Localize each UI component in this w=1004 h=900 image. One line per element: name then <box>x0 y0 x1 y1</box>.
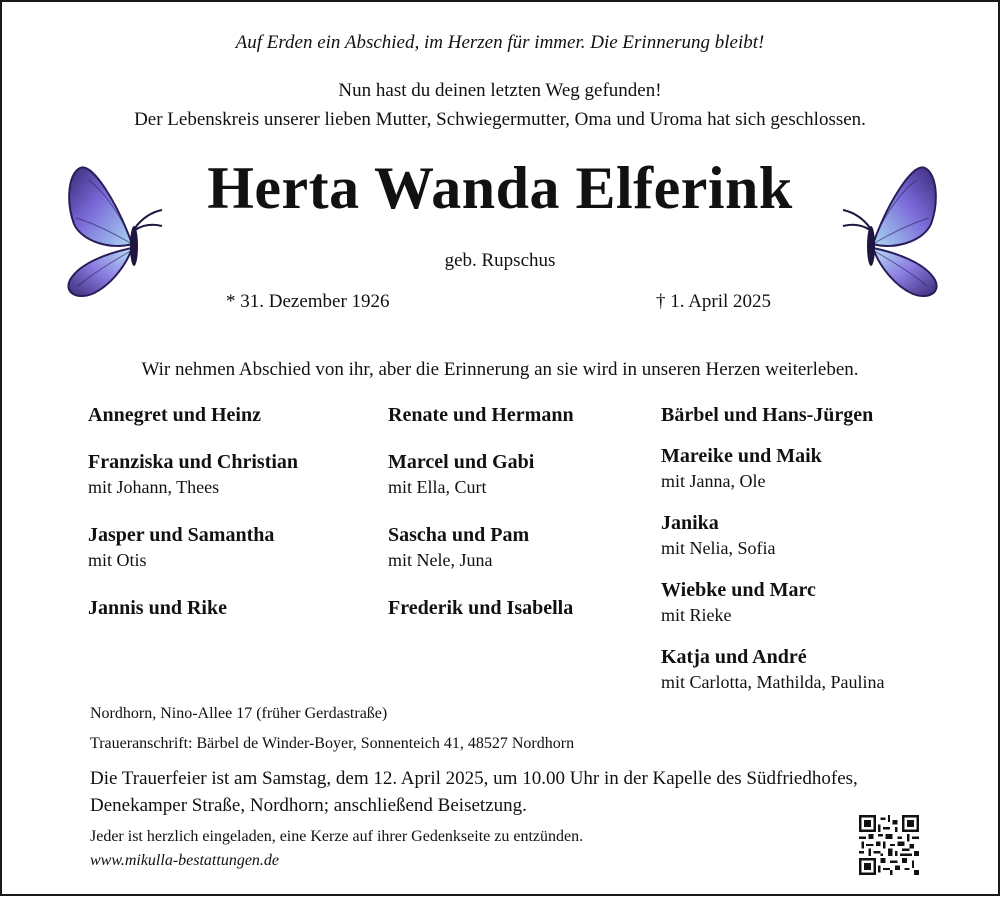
family-children: mit Otis <box>88 550 147 570</box>
intro-line-2: Der Lebenskreis unserer lieben Mutter, Schwiegermutter, Oma und Uroma hat sich geschlossen. <box>134 109 866 130</box>
intro-line-1: Nun hast du deinen letzten Weg gefunden! <box>338 80 662 101</box>
family-name: Bärbel und Hans-Jürgen <box>661 404 874 426</box>
birth-date: * 31. Dezember 1926 <box>226 291 390 312</box>
family-children: mit Rieke <box>661 605 732 625</box>
death-date: † 1. April 2025 <box>656 291 772 312</box>
family-entry <box>661 577 961 644</box>
family-name: Frederik und Isabella <box>388 597 574 619</box>
ceremony-text <box>90 765 950 819</box>
family-name: Wiebke und Marc <box>661 579 816 601</box>
family-entry <box>388 449 648 522</box>
farewell-text: Wir nehmen Abschied von ihr, aber die Erinnerung an sie wird in unseren Herzen weiterleben. <box>141 359 859 380</box>
birth-name: geb. Rupschus <box>444 250 556 271</box>
family-name: Marcel und Gabi <box>388 451 535 473</box>
family-entry <box>661 443 961 510</box>
family-name: Jannis und Rike <box>88 597 227 619</box>
family-name: Annegret und Heinz <box>88 404 261 426</box>
residence-address: Nordhorn, Nino-Allee 17 (früher Gerdastraße) <box>90 705 388 722</box>
family-name: Jasper und Samantha <box>88 524 275 546</box>
family-entry <box>388 402 648 449</box>
mourning-address: Traueranschrift: Bärbel de Winder-Boyer, Sonnenteich 41, 48527 Nordhorn <box>90 735 575 752</box>
motto: Auf Erden ein Abschied, im Herzen für immer. Die Erinnerung bleibt! <box>235 32 765 53</box>
family-entry <box>388 522 648 595</box>
family-children: mit Johann, Thees <box>88 477 220 497</box>
family-name: Sascha und Pam <box>388 524 530 546</box>
family-name: Janika <box>661 512 719 534</box>
family-entry <box>661 510 961 577</box>
family-column-1 <box>88 402 368 621</box>
qr-code-icon[interactable] <box>859 815 919 875</box>
family-column-2 <box>388 402 648 621</box>
family-entry <box>88 522 368 595</box>
family-entry <box>88 402 368 449</box>
ceremony-line-2: Denekamper Straße, Nordhorn; anschließend Beisetzung. <box>90 795 527 816</box>
family-entry <box>661 644 961 694</box>
family-column-3 <box>661 402 961 694</box>
family-children: mit Nele, Juna <box>388 550 493 570</box>
candle-invitation: Jeder ist herzlich eingeladen, eine Kerze auf ihrer Gedenkseite zu entzünden. <box>90 828 584 845</box>
family-entry <box>388 595 648 621</box>
family-name: Renate und Hermann <box>388 404 574 426</box>
ceremony-line-1: Die Trauerfeier ist am Samstag, dem 12. April 2025, um 10.00 Uhr in der Kapelle des Südfriedhofes, <box>90 768 858 789</box>
family-name: Franziska und Christian <box>88 451 299 473</box>
family-children: mit Janna, Ole <box>661 471 766 491</box>
family-entry <box>88 449 368 522</box>
family-entry <box>661 402 961 443</box>
family-children: mit Ella, Curt <box>388 477 487 497</box>
family-name: Katja und André <box>661 646 807 668</box>
family-name: Mareike und Maik <box>661 445 822 467</box>
deceased-name: Herta Wanda Elferink <box>207 155 793 221</box>
website-link[interactable]: www.mikulla-bestattungen.de <box>90 852 280 869</box>
family-children: mit Carlotta, Mathilda, Paulina <box>661 672 885 692</box>
family-children: mit Nelia, Sofia <box>661 538 776 558</box>
family-entry <box>88 595 368 621</box>
